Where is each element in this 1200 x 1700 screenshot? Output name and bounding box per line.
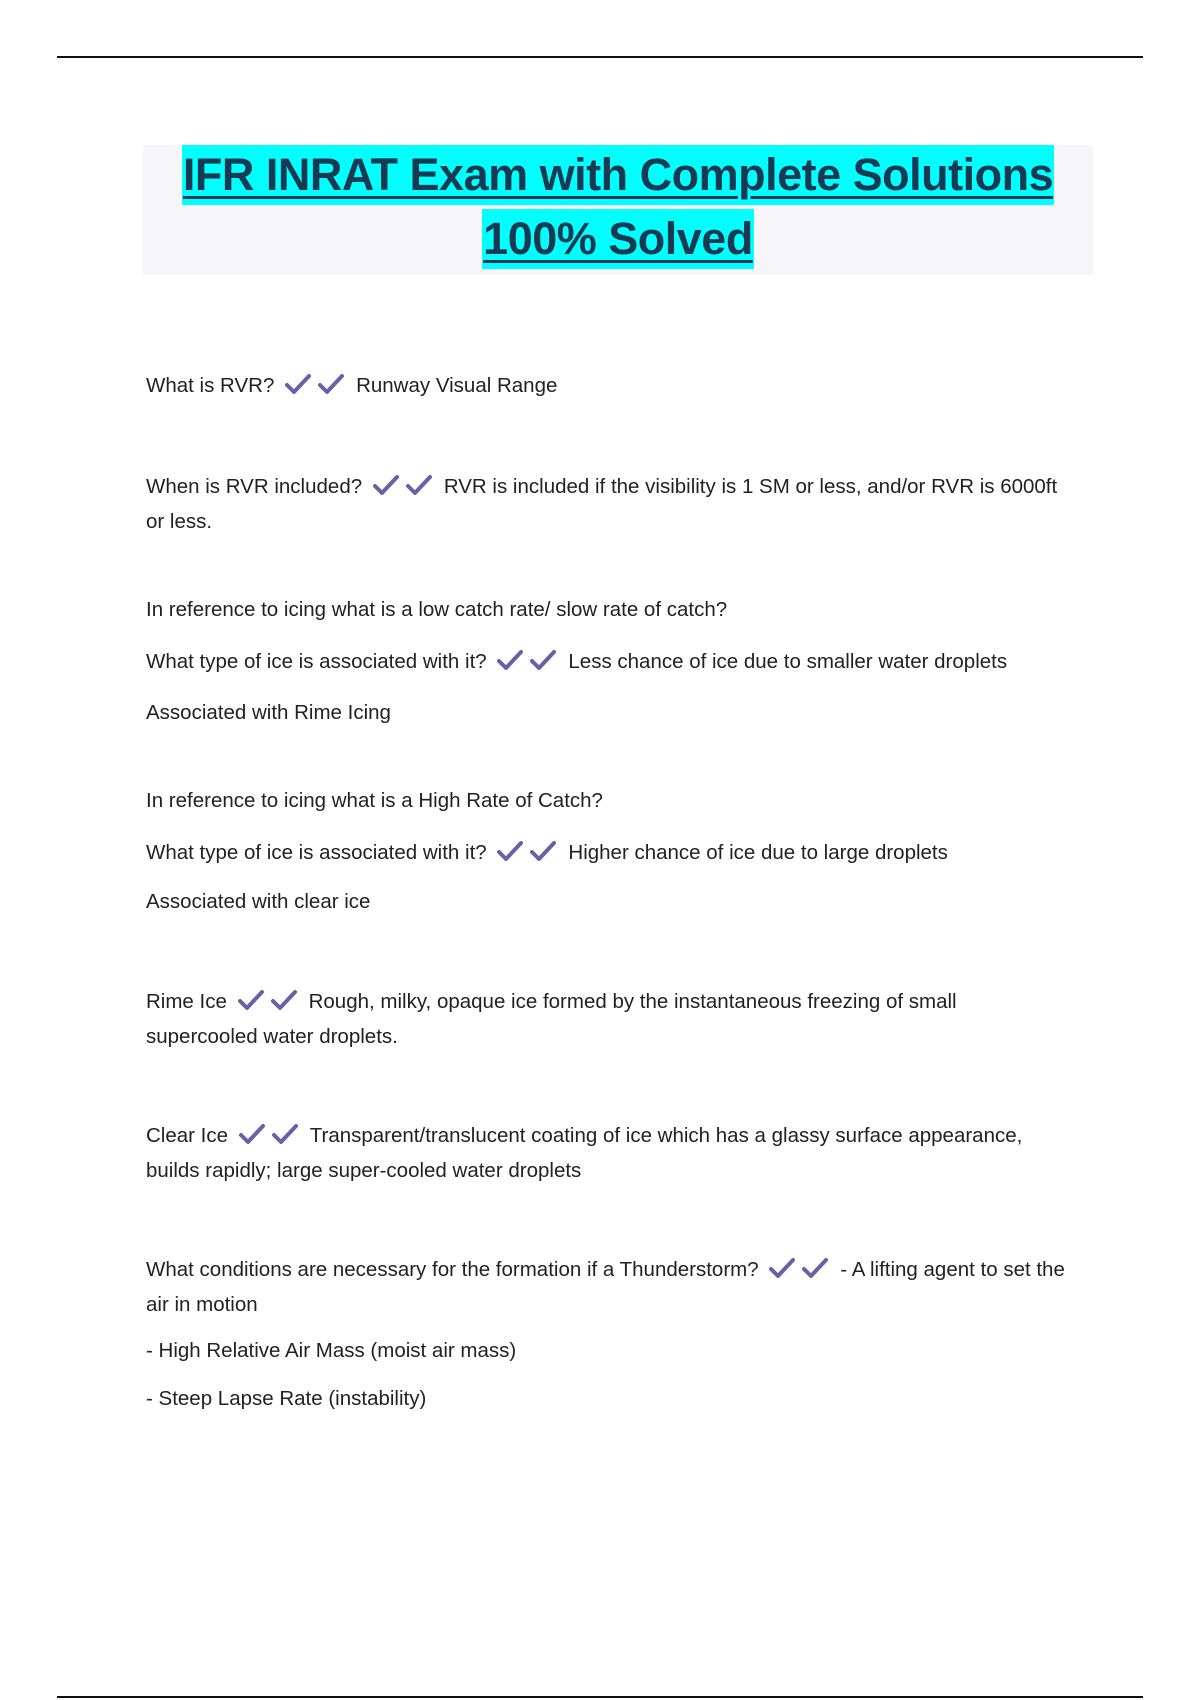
answer-extra-line [146,697,1066,729]
question-text: Rime Ice [146,990,227,1013]
question-text: What type of ice is associated with it? [146,650,487,673]
answer-extra-line [146,1335,1066,1367]
answer-text: Rough, milky, opaque ice formed by the instantaneous freezing of small supercooled water droplets. [146,990,957,1048]
footer-rule [57,1696,1143,1698]
qa-content [146,370,1066,1415]
qa-item-high-catch-rate-intro [146,785,1066,817]
question-text: In reference to icing what is a low catch rate/ slow rate of catch? [146,598,728,621]
answer-text: - High Relative Air Mass (moist air mass) [146,1339,517,1362]
checkmark-icon [496,840,524,862]
answer-text: - Steep Lapse Rate (instability) [146,1387,427,1410]
checkmark-icon [529,649,557,671]
qa-item-rime-ice [146,986,1066,1053]
checkmark-icon [271,1123,299,1145]
checkmark-icon [317,373,345,395]
qa-item-rvr-included [146,471,1066,538]
answer-extra-line [146,1383,1066,1415]
answer-marker [372,474,438,506]
qa-item-clear-ice [146,1120,1066,1187]
answer-marker [284,373,350,405]
answer-marker [496,649,562,681]
question-text: What is RVR? [146,374,275,397]
answer-text: Higher chance of ice due to large droplets [568,841,948,864]
checkmark-icon [405,474,433,496]
qa-item-low-catch-rate-intro [146,594,1066,626]
checkmark-icon [372,474,400,496]
checkmark-icon [801,1257,829,1279]
title-block [143,145,1093,275]
header-rule [57,56,1143,58]
question-text: In reference to icing what is a High Rate of Catch? [146,789,603,812]
checkmark-icon [496,649,524,671]
document-title-line-1: IFR INRAT Exam with Complete Solutions [182,145,1054,205]
question-text: When is RVR included? [146,475,363,498]
checkmark-icon [237,989,265,1011]
answer-text: Transparent/translucent coating of ice which has a glassy surface appearance, builds rapidly; large super-cooled water droplets [146,1124,1023,1182]
answer-marker [238,1123,304,1155]
question-text: What conditions are necessary for the formation if a Thunderstorm? [146,1258,759,1281]
question-text: What type of ice is associated with it? [146,841,487,864]
checkmark-icon [529,840,557,862]
qa-item-thunderstorm [146,1254,1066,1321]
answer-marker [768,1257,834,1289]
answer-text: Runway Visual Range [356,374,558,397]
document-title-line-2: 100% Solved [482,209,754,269]
checkmark-icon [284,373,312,395]
answer-marker [496,840,562,872]
answer-text: Less chance of ice due to smaller water droplets [568,650,1008,673]
checkmark-icon [270,989,298,1011]
checkmark-icon [238,1123,266,1145]
checkmark-icon [768,1257,796,1279]
qa-item-low-catch-rate [146,646,1066,681]
answer-marker [237,989,303,1021]
answer-text: Associated with Rime Icing [146,701,391,724]
answer-text: - A lifting agent to set the air in motion [146,1258,1065,1316]
answer-text: Associated with clear ice [146,890,371,913]
question-text: Clear Ice [146,1124,229,1147]
answer-text: RVR is included if the visibility is 1 SM or less, and/or RVR is 6000ft or less. [146,475,1058,533]
qa-item-high-catch-rate [146,837,1066,872]
qa-item-rvr [146,370,1066,405]
answer-extra-line [146,886,1066,918]
